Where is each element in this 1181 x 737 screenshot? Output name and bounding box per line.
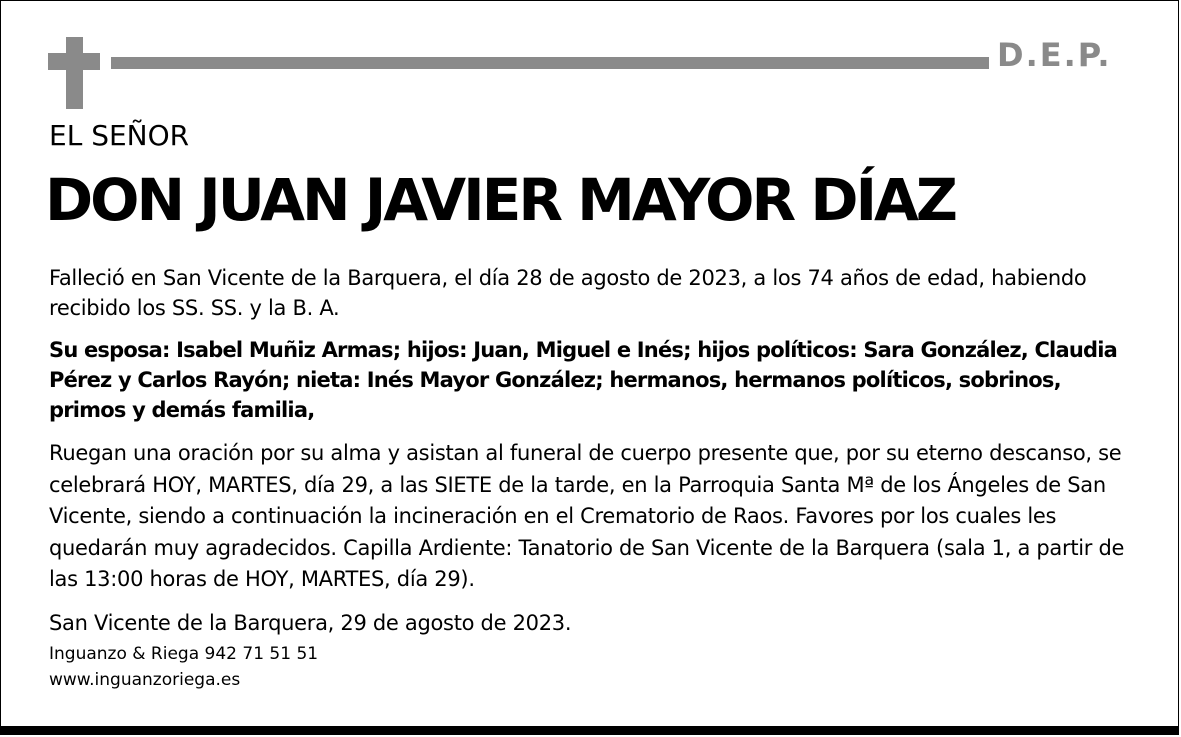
dep-label: D.E.P. <box>997 36 1112 74</box>
cross-vertical-bar <box>66 37 83 109</box>
deceased-name: DON JUAN JAVIER MAYOR DÍAZ <box>45 166 955 234</box>
family-paragraph: Su esposa: Isabel Muñiz Armas; hijos: Juan, Miguel e Inés; hijos políticos: Sara González, Claudia Pérez y Carlos Rayón; nieta: Inés Mayor González; hermanos, hermanos políticos, sobrinos, primos y demás familia, <box>49 338 1117 422</box>
cross-horizontal-bar <box>48 53 100 70</box>
death-paragraph: Falleció en San Vicente de la Barquera, el día 28 de agosto de 2023, a los 74 años de edad, habiendo recibido los SS. SS. y la B. A. <box>49 266 1087 320</box>
place-date: San Vicente de la Barquera, 29 de agosto de 2023. <box>49 611 572 635</box>
honorific: EL SEÑOR <box>49 119 190 152</box>
header-divider <box>111 57 989 69</box>
website-link[interactable]: www.inguanzoriega.es <box>49 670 241 690</box>
funeral-home: Inguanzo & Riega 942 71 51 51 <box>49 644 319 664</box>
funeral-paragraph: Ruegan una oración por su alma y asistan al funeral de cuerpo presente que, por su eterno descanso, se celebrará HOY, MARTES, día 29, a las SIETE de la tarde, en la Parroquia Santa Mª de los Ángeles de San Vicente, siendo a continuación la incineración en el Crematorio de Raos. Favores por los cuales les quedarán muy agradecidos. Capilla Ardiente: Tanatorio de San Vicente de la Barquera (sala 1, a partir de las 13:00 horas de HOY, MARTES, día 29). <box>49 441 1125 591</box>
bottom-border <box>1 726 1178 734</box>
